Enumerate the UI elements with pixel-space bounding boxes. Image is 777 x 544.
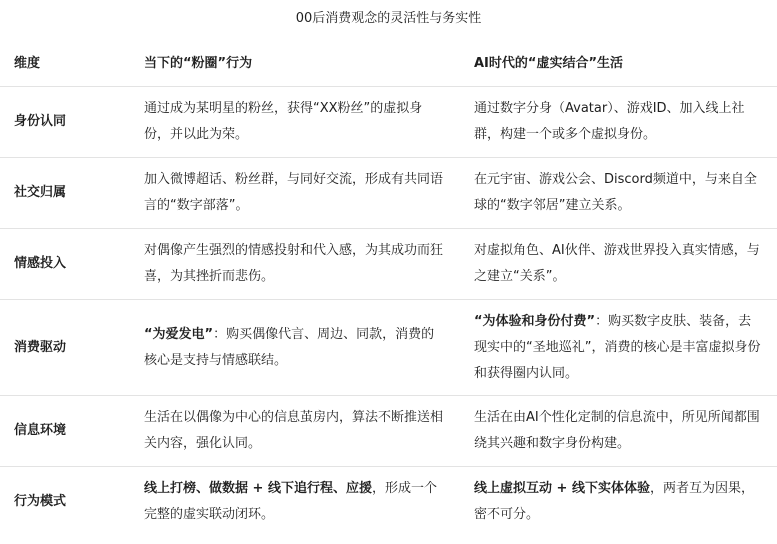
table-title: 00后消费观念的灵活性与务实性 bbox=[295, 11, 482, 26]
header-ai-era-life: AI时代的“虚实结合”生活 bbox=[460, 42, 777, 87]
row-dimension: 情感投入 bbox=[0, 229, 130, 300]
header-dimension: 维度 bbox=[0, 42, 130, 87]
header-row bbox=[0, 42, 777, 87]
row-dimension: 社交归属 bbox=[0, 158, 130, 229]
row-dimension: 信息环境 bbox=[0, 396, 130, 467]
table-row bbox=[0, 300, 777, 396]
row-ai-cell bbox=[460, 300, 777, 396]
table-row bbox=[0, 229, 777, 300]
fandom-text: ，形成一个完整的虚实联动闭环。 bbox=[144, 481, 437, 522]
table-row bbox=[0, 396, 777, 467]
row-ai-cell: 通过数字分身（Avatar）、游戏ID、加入线上社群，构建一个或多个虚拟身份。 bbox=[460, 87, 777, 158]
row-dimension: 行为模式 bbox=[14, 494, 67, 509]
table-row bbox=[0, 467, 777, 538]
table-row bbox=[0, 158, 777, 229]
row-fandom-cell: 生活在以偶像为中心的信息茧房内，算法不断推送相关内容，强化认同。 bbox=[130, 396, 460, 467]
ai-text: ，两者互为因果，密不可分。 bbox=[474, 481, 754, 522]
table-row bbox=[0, 87, 777, 158]
row-fandom-cell bbox=[130, 300, 460, 396]
row-fandom-cell: 加入微博超话、粉丝群，与同好交流，形成有共同语言的“数字部落”。 bbox=[130, 158, 460, 229]
row-ai-cell: 生活在由AI个性化定制的信息流中，所见所闻都围绕其兴趣和数字身份构建。 bbox=[460, 396, 777, 467]
row-fandom-cell bbox=[130, 467, 460, 538]
header-fandom-behavior: 当下的“粉圈”行为 bbox=[130, 42, 460, 87]
row-ai-cell: 对虚拟角色、AI伙伴、游戏世界投入真实情感，与之建立“关系”。 bbox=[460, 229, 777, 300]
ai-text: ：购买数字皮肤、装备，去现实中的“圣地巡礼”，消费的核心是丰富虚拟身份和获得圈内认同。 bbox=[474, 313, 761, 381]
ai-emphasis: “为体验和身份付费” bbox=[474, 313, 596, 329]
fandom-emphasis: “为爱发电” bbox=[144, 326, 214, 342]
row-fandom-cell: 通过成为某明星的粉丝，获得“XX粉丝”的虚拟身份，并以此为荣。 bbox=[130, 87, 460, 158]
row-dimension: 消费驱动 bbox=[0, 300, 130, 396]
row-fandom-cell: 对偶像产生强烈的情感投射和代入感，为其成功而狂喜，为其挫折而悲伤。 bbox=[130, 229, 460, 300]
fandom-emphasis: 线上打榜、做数据 + 线下追行程、应援 bbox=[144, 481, 372, 496]
ai-emphasis: 线上虚拟互动 + 线下实体体验 bbox=[474, 481, 650, 496]
row-dimension: 身份认同 bbox=[0, 87, 130, 158]
fandom-text: ：购买偶像代言、周边、同款，消费的核心是支持与情感联结。 bbox=[144, 326, 435, 368]
comparison-table bbox=[0, 42, 777, 537]
row-ai-cell: 在元宇宙、游戏公会、Discord频道中，与来自全球的“数字邻居”建立关系。 bbox=[460, 158, 777, 229]
row-ai-cell bbox=[460, 467, 777, 538]
